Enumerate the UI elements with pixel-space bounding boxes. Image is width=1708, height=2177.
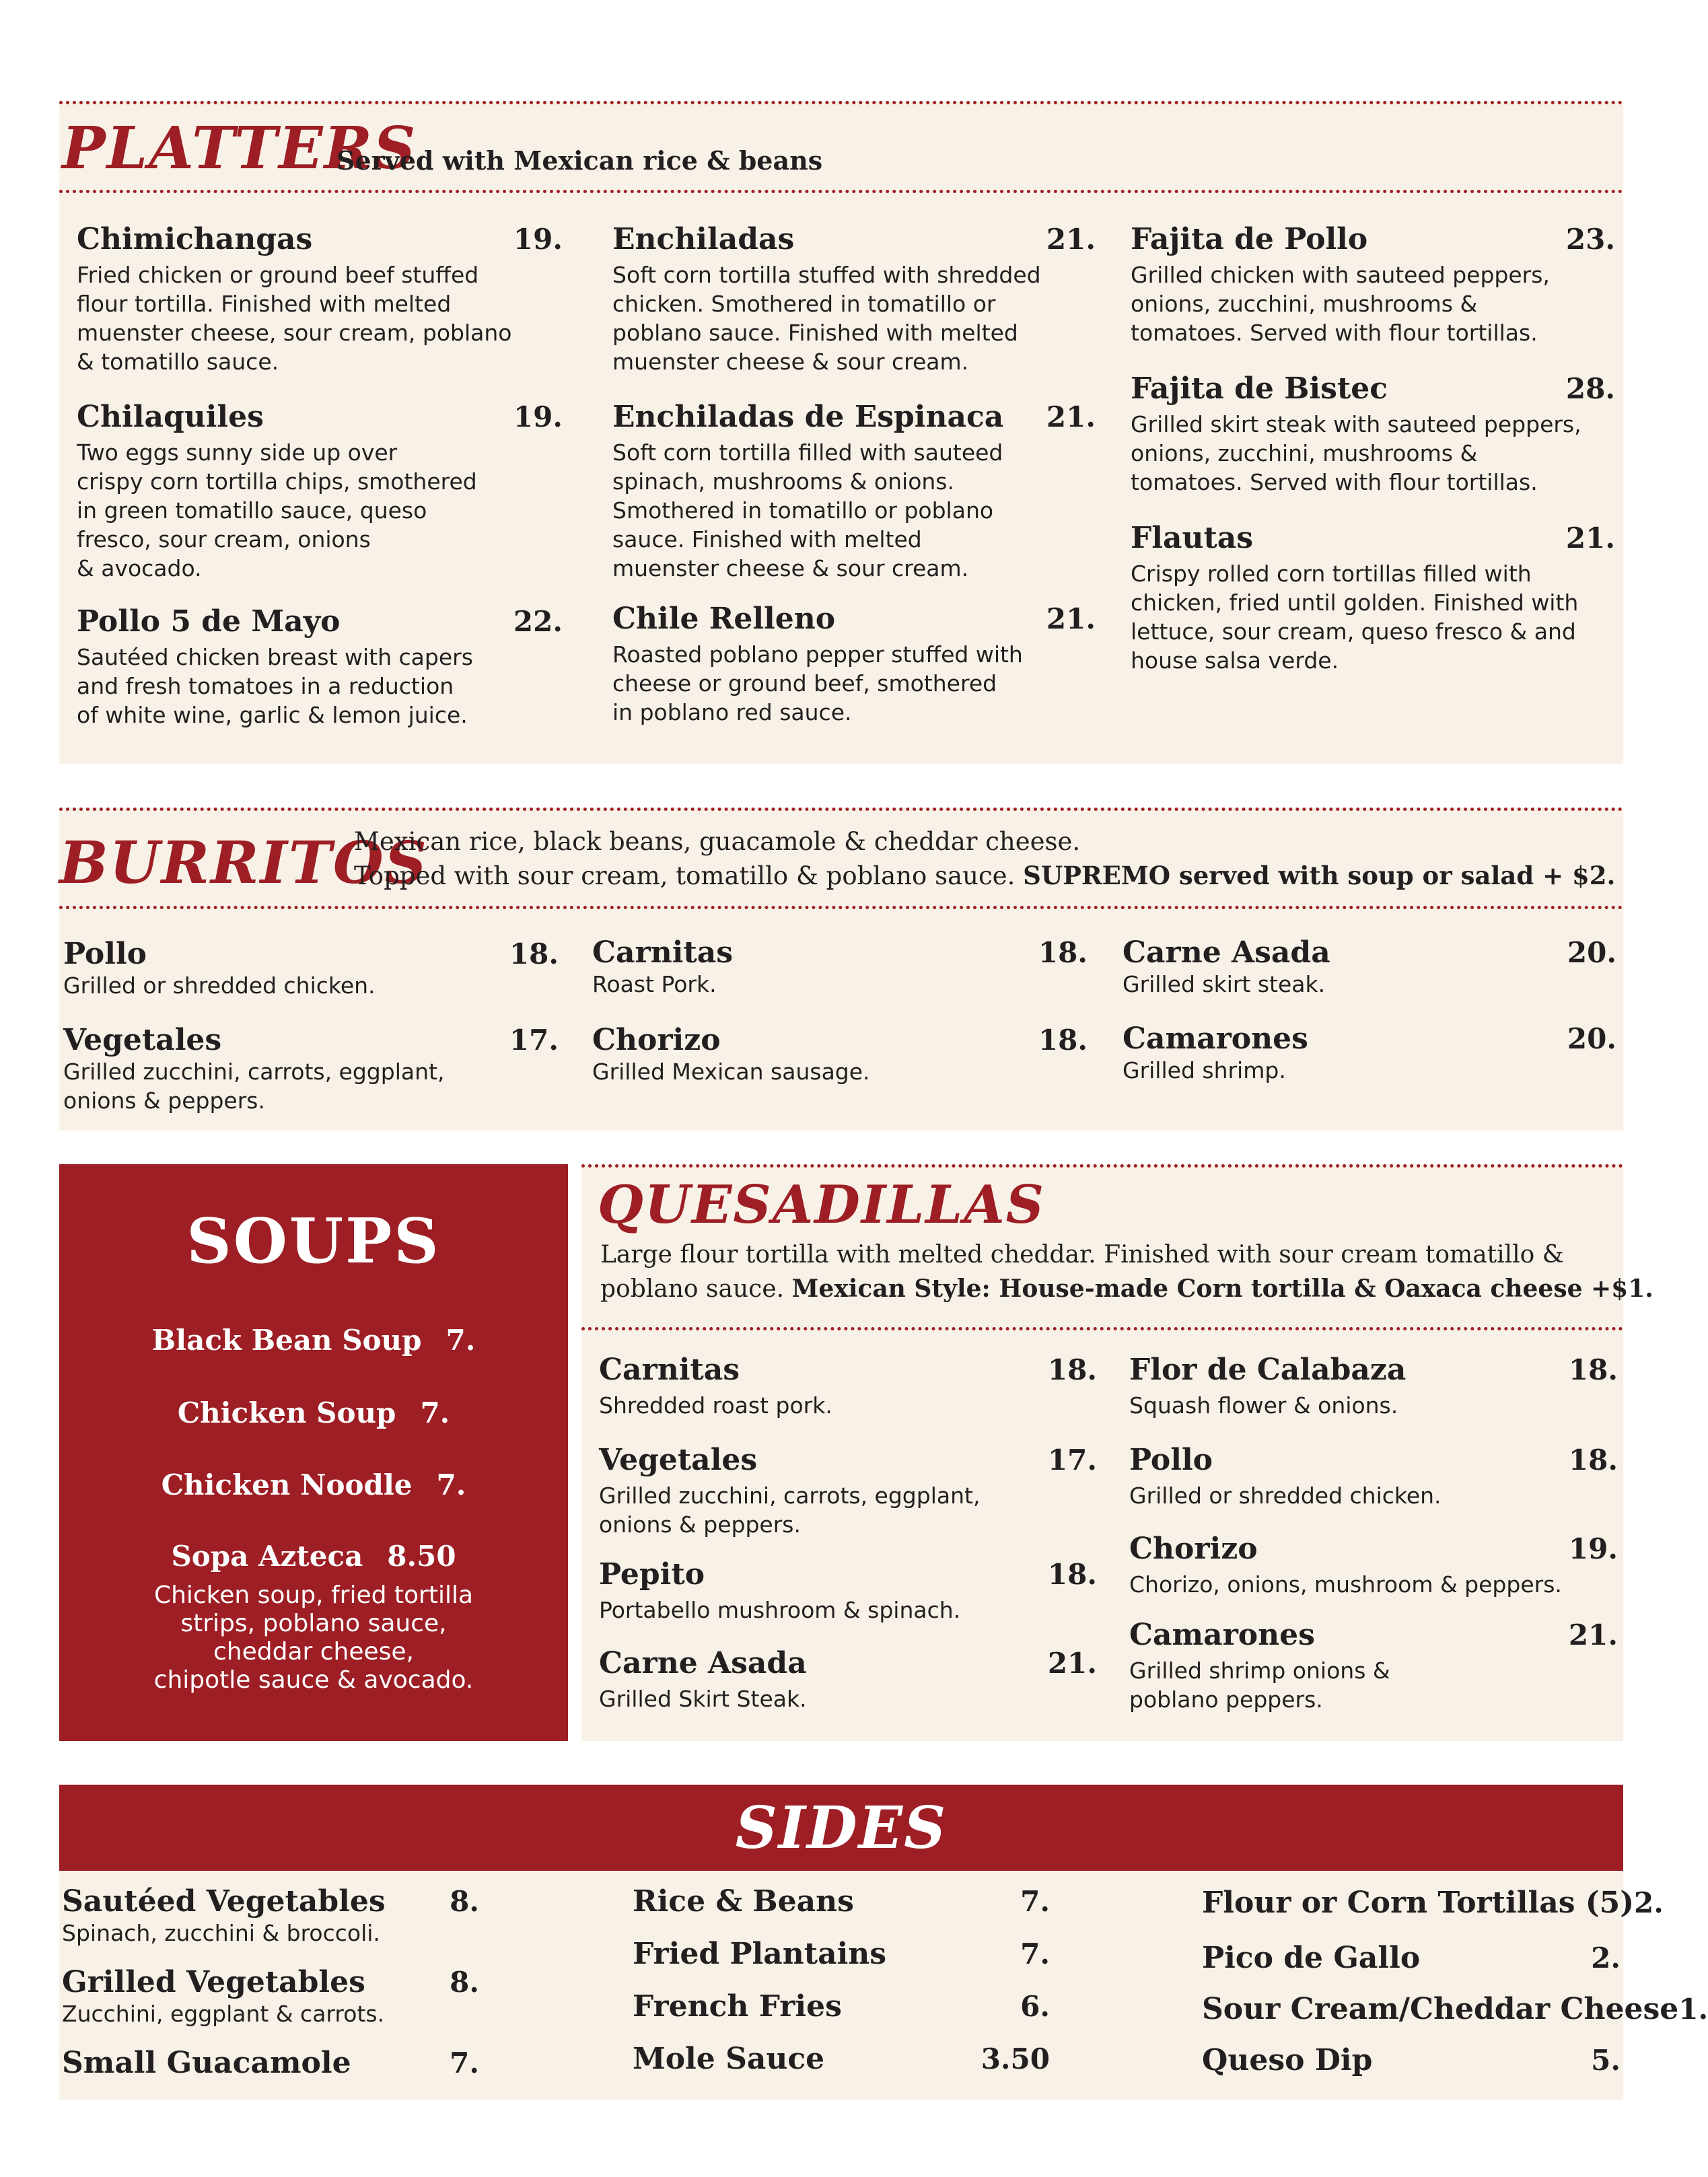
item-description	[592, 1057, 1088, 1086]
desc-line: Roasted poblano pepper stuffed with	[612, 641, 1023, 668]
item-name: Enchiladas de Espinaca	[612, 400, 1004, 434]
item-price: 8.50	[387, 1540, 456, 1573]
desc-line: Grilled chicken with sauteed peppers,	[1131, 262, 1550, 288]
desc-line: Roast Pork.	[592, 971, 717, 997]
desc-line: onions & peppers.	[599, 1511, 801, 1538]
item-name: Enchiladas	[612, 222, 795, 256]
desc-line: Soft corn tortilla filled with sauteed	[612, 439, 1003, 466]
item-description	[62, 1999, 479, 2028]
quesadilla-item	[1129, 1443, 1618, 1510]
soup-item	[59, 1396, 568, 1429]
burrito-item	[592, 1023, 1088, 1086]
side-item	[1202, 2043, 1621, 2077]
item-price: 3.50	[981, 2042, 1050, 2075]
desc-line: Portabello mushroom & spinach.	[599, 1597, 961, 1623]
item-name: Queso Dip	[1202, 2043, 1373, 2077]
item-name: French Fries	[633, 1989, 842, 2024]
quesadillas-desc-text: poblano sauce.	[600, 1275, 785, 1303]
desc-line: onions, zucchini, mushrooms &	[1131, 291, 1478, 317]
item-price: 2.	[1591, 1941, 1621, 1974]
desc-line: fresco, sour cream, onions	[77, 526, 371, 552]
desc-line: Squash flower & onions.	[1129, 1392, 1398, 1419]
item-price: 18.	[1038, 936, 1088, 969]
item-price: 23.	[1565, 223, 1615, 256]
burritos-title: BURRITOS	[59, 829, 428, 897]
quesadilla-item	[1129, 1353, 1618, 1420]
item-name: Sour Cream/Cheddar Cheese	[1202, 1992, 1679, 2026]
item-name: Carnitas	[599, 1353, 740, 1387]
desc-line: Chicken soup, fried tortilla	[153, 1581, 474, 1609]
item-price: 20.	[1567, 1022, 1616, 1055]
item-description	[63, 1057, 559, 1115]
quesadilla-item	[1129, 1532, 1618, 1599]
item-price: 8.	[450, 1885, 479, 1918]
desc-line: Sautéed chicken breast with capers	[77, 644, 473, 670]
desc-line: tomatoes. Served with flour tortillas.	[1131, 320, 1538, 346]
platter-item	[77, 604, 563, 729]
soups-title: SOUPS	[186, 1205, 441, 1277]
item-price: 17.	[1047, 1443, 1097, 1476]
item-description	[1131, 260, 1615, 347]
desc-line: house salsa verde.	[1131, 647, 1339, 674]
item-name: Carne Asada	[1123, 935, 1330, 970]
quesadillas-desc-line1: Large flour tortilla with melted cheddar. Finished with sour cream tomatillo &	[600, 1241, 1564, 1269]
desc-line: and fresh tomatoes in a reduction	[77, 673, 454, 699]
item-price: 21.	[1565, 522, 1615, 555]
quesadillas-top-divider	[581, 1164, 1623, 1168]
desc-line: Spinach, zucchini & broccoli.	[62, 1920, 380, 1946]
item-price: 17.	[509, 1024, 559, 1057]
item-name: Carnitas	[592, 935, 734, 970]
burrito-item	[1123, 1022, 1616, 1085]
burritos-supremo-note: SUPREMO served with soup or salad + $2.	[1023, 861, 1616, 890]
desc-line: muenster cheese & sour cream.	[612, 555, 969, 581]
item-description	[63, 971, 559, 1000]
item-description	[77, 260, 563, 376]
item-name: Flour or Corn Tortillas (5)	[1202, 1886, 1635, 1920]
platter-item	[77, 222, 563, 376]
side-item	[1202, 1886, 1664, 1920]
burrito-item	[592, 935, 1088, 999]
item-price: 5.	[1591, 2044, 1621, 2077]
desc-line: in green tomatillo sauce, queso	[77, 497, 427, 524]
item-price: 7.	[436, 1468, 466, 1501]
desc-line: onions, zucchini, mushrooms &	[1131, 440, 1478, 466]
desc-line: & tomatillo sauce.	[77, 349, 279, 375]
desc-line: Fried chicken or ground beef stuffed	[77, 262, 479, 288]
item-name: Chorizo	[592, 1023, 721, 1057]
desc-line: Grilled shrimp onions &	[1129, 1657, 1390, 1684]
item-price: 21.	[1046, 400, 1096, 433]
item-description	[62, 1919, 479, 1948]
item-price: 19.	[513, 400, 563, 433]
item-price: 18.	[1038, 1024, 1088, 1057]
burrito-item	[63, 1023, 559, 1115]
item-price: 7.	[446, 1324, 476, 1357]
item-price: 6.	[1020, 1990, 1050, 2023]
item-price: 22.	[513, 605, 563, 638]
item-description	[1129, 1391, 1618, 1420]
burritos-top-divider	[59, 808, 1623, 811]
sides-header-bar	[59, 1785, 1623, 1871]
desc-line: Grilled Mexican sausage.	[592, 1059, 870, 1085]
item-description	[612, 438, 1096, 583]
side-item	[62, 1884, 479, 1948]
desc-line: flour tortilla. Finished with melted	[77, 291, 452, 317]
sopa-azteca-description	[59, 1581, 568, 1694]
desc-line: poblano sauce. Finished with melted	[612, 320, 1018, 346]
item-price: 1.	[1678, 1993, 1708, 2026]
platter-item	[612, 222, 1096, 376]
item-price: 21.	[1046, 602, 1096, 635]
item-description	[1129, 1481, 1618, 1510]
item-name: Grilled Vegetables	[62, 1965, 365, 1999]
item-price: 19.	[513, 223, 563, 256]
item-name: Chilaquiles	[77, 400, 264, 434]
desc-line: Grilled or shredded chicken.	[1129, 1483, 1442, 1509]
item-name: Chicken Noodle	[161, 1468, 413, 1501]
desc-line: chicken, fried until golden. Finished with	[1131, 590, 1579, 616]
burrito-item	[63, 937, 559, 1000]
side-item	[633, 2042, 1050, 2076]
quesadilla-item	[1129, 1618, 1618, 1714]
item-name: Black Bean Soup	[151, 1324, 422, 1357]
item-name: Chicken Soup	[177, 1396, 396, 1429]
desc-line: chipotle sauce & avocado.	[153, 1666, 474, 1694]
desc-line: & avocado.	[77, 555, 202, 581]
item-name: Pollo 5 de Mayo	[77, 604, 341, 639]
item-description	[592, 970, 1088, 999]
item-name: Pico de Gallo	[1202, 1941, 1421, 1975]
quesadillas-bottom-divider	[581, 1327, 1623, 1330]
item-description	[1123, 1056, 1616, 1085]
burritos-bottom-divider	[59, 906, 1623, 909]
desc-line: poblano peppers.	[1129, 1686, 1323, 1713]
item-name: Vegetales	[599, 1443, 758, 1477]
quesadillas-desc-line2	[600, 1272, 1653, 1306]
platter-item	[77, 400, 563, 583]
platter-item	[1131, 371, 1615, 497]
quesadillas-mexican-style-note: Mexican Style: House-made Corn tortilla & Oaxaca cheese +$1.	[791, 1275, 1653, 1303]
item-description	[1123, 970, 1616, 999]
item-name: Camarones	[1129, 1618, 1315, 1652]
soup-item	[59, 1324, 568, 1357]
item-name: Pepito	[599, 1557, 705, 1592]
item-price: 7.	[450, 2046, 479, 2079]
desc-line: Smothered in tomatillo or poblano	[612, 497, 994, 524]
item-name: Vegetales	[63, 1023, 222, 1057]
item-price: 2.	[1634, 1886, 1664, 1919]
desc-line: muenster cheese & sour cream.	[612, 349, 969, 375]
desc-line: Grilled zucchini, carrots, eggplant,	[599, 1483, 981, 1509]
burritos-desc-text: Topped with sour cream, tomatillo & poblano sauce.	[354, 861, 1016, 890]
item-description	[1129, 1570, 1618, 1599]
desc-line: cheddar cheese,	[213, 1638, 415, 1666]
sides-title: SIDES	[735, 1794, 948, 1862]
quesadilla-item	[599, 1557, 1097, 1625]
item-name: Sopa Azteca	[171, 1540, 363, 1573]
platters-title: PLATTERS	[62, 114, 417, 182]
platter-item	[1131, 521, 1615, 675]
item-name: Pollo	[63, 937, 147, 971]
item-price: 18.	[1568, 1443, 1618, 1476]
side-item	[633, 1989, 1050, 2024]
item-description	[599, 1391, 1097, 1420]
item-name: Fajita de Bistec	[1131, 371, 1388, 406]
item-description	[77, 438, 563, 583]
burritos-desc-line2	[354, 859, 1615, 893]
burrito-item	[1123, 935, 1616, 999]
soups-panel	[59, 1164, 568, 1741]
desc-line: chicken. Smothered in tomatillo or	[612, 291, 996, 317]
item-description	[1131, 410, 1615, 497]
item-description	[1129, 1656, 1618, 1714]
side-item	[633, 1937, 1050, 1971]
desc-line: Grilled zucchini, carrots, eggplant,	[63, 1059, 445, 1085]
item-price: 8.	[450, 1966, 479, 1999]
item-name: Carne Asada	[599, 1646, 807, 1680]
item-name: Rice & Beans	[633, 1884, 854, 1919]
item-description	[599, 1596, 1097, 1625]
desc-line: Soft corn tortilla stuffed with shredded	[612, 262, 1041, 288]
quesadilla-item	[599, 1353, 1097, 1420]
item-name: Fried Plantains	[633, 1937, 887, 1971]
item-price: 21.	[1046, 223, 1096, 256]
platter-item	[612, 400, 1096, 583]
desc-line: Chorizo, onions, mushroom & peppers.	[1129, 1571, 1562, 1598]
item-name: Sautéed Vegetables	[62, 1884, 386, 1919]
item-name: Mole Sauce	[633, 2042, 825, 2076]
item-price: 7.	[1020, 1885, 1050, 1918]
item-price: 21.	[1568, 1618, 1618, 1651]
desc-line: tomatoes. Served with flour tortillas.	[1131, 469, 1538, 495]
quesadilla-item	[599, 1646, 1097, 1713]
item-price: 28.	[1565, 372, 1615, 405]
item-name: Chile Relleno	[612, 602, 836, 636]
item-name: Flor de Calabaza	[1129, 1353, 1407, 1387]
platter-item	[612, 602, 1096, 727]
desc-line: crispy corn tortilla chips, smothered	[77, 468, 477, 495]
soup-item	[59, 1468, 568, 1501]
platters-top-divider	[59, 101, 1623, 104]
item-name: Small Guacamole	[62, 2046, 351, 2080]
item-name: Flautas	[1131, 521, 1254, 555]
item-description	[1131, 559, 1615, 675]
item-price: 18.	[509, 937, 559, 970]
desc-line: Zucchini, eggplant & carrots.	[62, 2001, 385, 2027]
side-item	[633, 1884, 1050, 1919]
item-description	[612, 260, 1096, 376]
side-item	[1202, 1992, 1708, 2026]
quesadillas-title: QUESADILLAS	[598, 1174, 1045, 1236]
platter-item	[1131, 222, 1615, 347]
desc-line: Grilled shrimp.	[1123, 1057, 1286, 1083]
platters-subtitle: Served with Mexican rice & beans	[336, 145, 823, 176]
burritos-desc-line1: Mexican rice, black beans, guacamole & cheddar cheese.	[354, 827, 1081, 856]
desc-line: Grilled skirt steak with sauteed peppers,	[1131, 411, 1581, 437]
item-name: Chorizo	[1129, 1532, 1258, 1566]
item-description	[599, 1481, 1097, 1539]
desc-line: strips, poblano sauce,	[180, 1610, 447, 1637]
desc-line: of white wine, garlic & lemon juice.	[77, 702, 468, 728]
item-price: 18.	[1047, 1558, 1097, 1591]
desc-line: Grilled or shredded chicken.	[63, 972, 376, 999]
desc-line: lettuce, sour cream, queso fresco & and	[1131, 618, 1576, 645]
side-item	[62, 2046, 479, 2080]
desc-line: spinach, mushrooms & onions.	[612, 468, 954, 495]
item-description	[612, 640, 1096, 727]
desc-line: cheese or ground beef, smothered	[612, 670, 997, 697]
item-price: 7.	[420, 1396, 450, 1429]
desc-line: Grilled skirt steak.	[1123, 971, 1326, 997]
side-item	[62, 1965, 479, 2028]
desc-line: onions & peppers.	[63, 1087, 265, 1114]
item-name: Chimichangas	[77, 222, 313, 256]
soup-item	[59, 1540, 568, 1573]
side-item	[1202, 1941, 1621, 1975]
platters-bottom-divider	[59, 190, 1623, 193]
desc-line: in poblano red sauce.	[612, 699, 852, 725]
item-price: 21.	[1047, 1647, 1097, 1680]
quesadilla-item	[599, 1443, 1097, 1539]
item-description	[599, 1684, 1097, 1713]
item-name: Fajita de Pollo	[1131, 222, 1368, 256]
item-name: Pollo	[1129, 1443, 1213, 1477]
desc-line: sauce. Finished with melted	[612, 526, 922, 552]
item-price: 18.	[1568, 1353, 1618, 1386]
item-name: Camarones	[1123, 1022, 1308, 1056]
desc-line: muenster cheese, sour cream, poblano	[77, 320, 512, 346]
item-price: 19.	[1568, 1532, 1618, 1565]
desc-line: Shredded roast pork.	[599, 1392, 832, 1419]
item-price: 7.	[1020, 1937, 1050, 1970]
desc-line: Grilled Skirt Steak.	[599, 1686, 807, 1712]
item-price: 18.	[1047, 1353, 1097, 1386]
item-description	[77, 643, 563, 729]
desc-line: Crispy rolled corn tortillas filled with	[1131, 561, 1532, 587]
item-price: 20.	[1567, 936, 1616, 969]
desc-line: Two eggs sunny side up over	[77, 439, 398, 466]
